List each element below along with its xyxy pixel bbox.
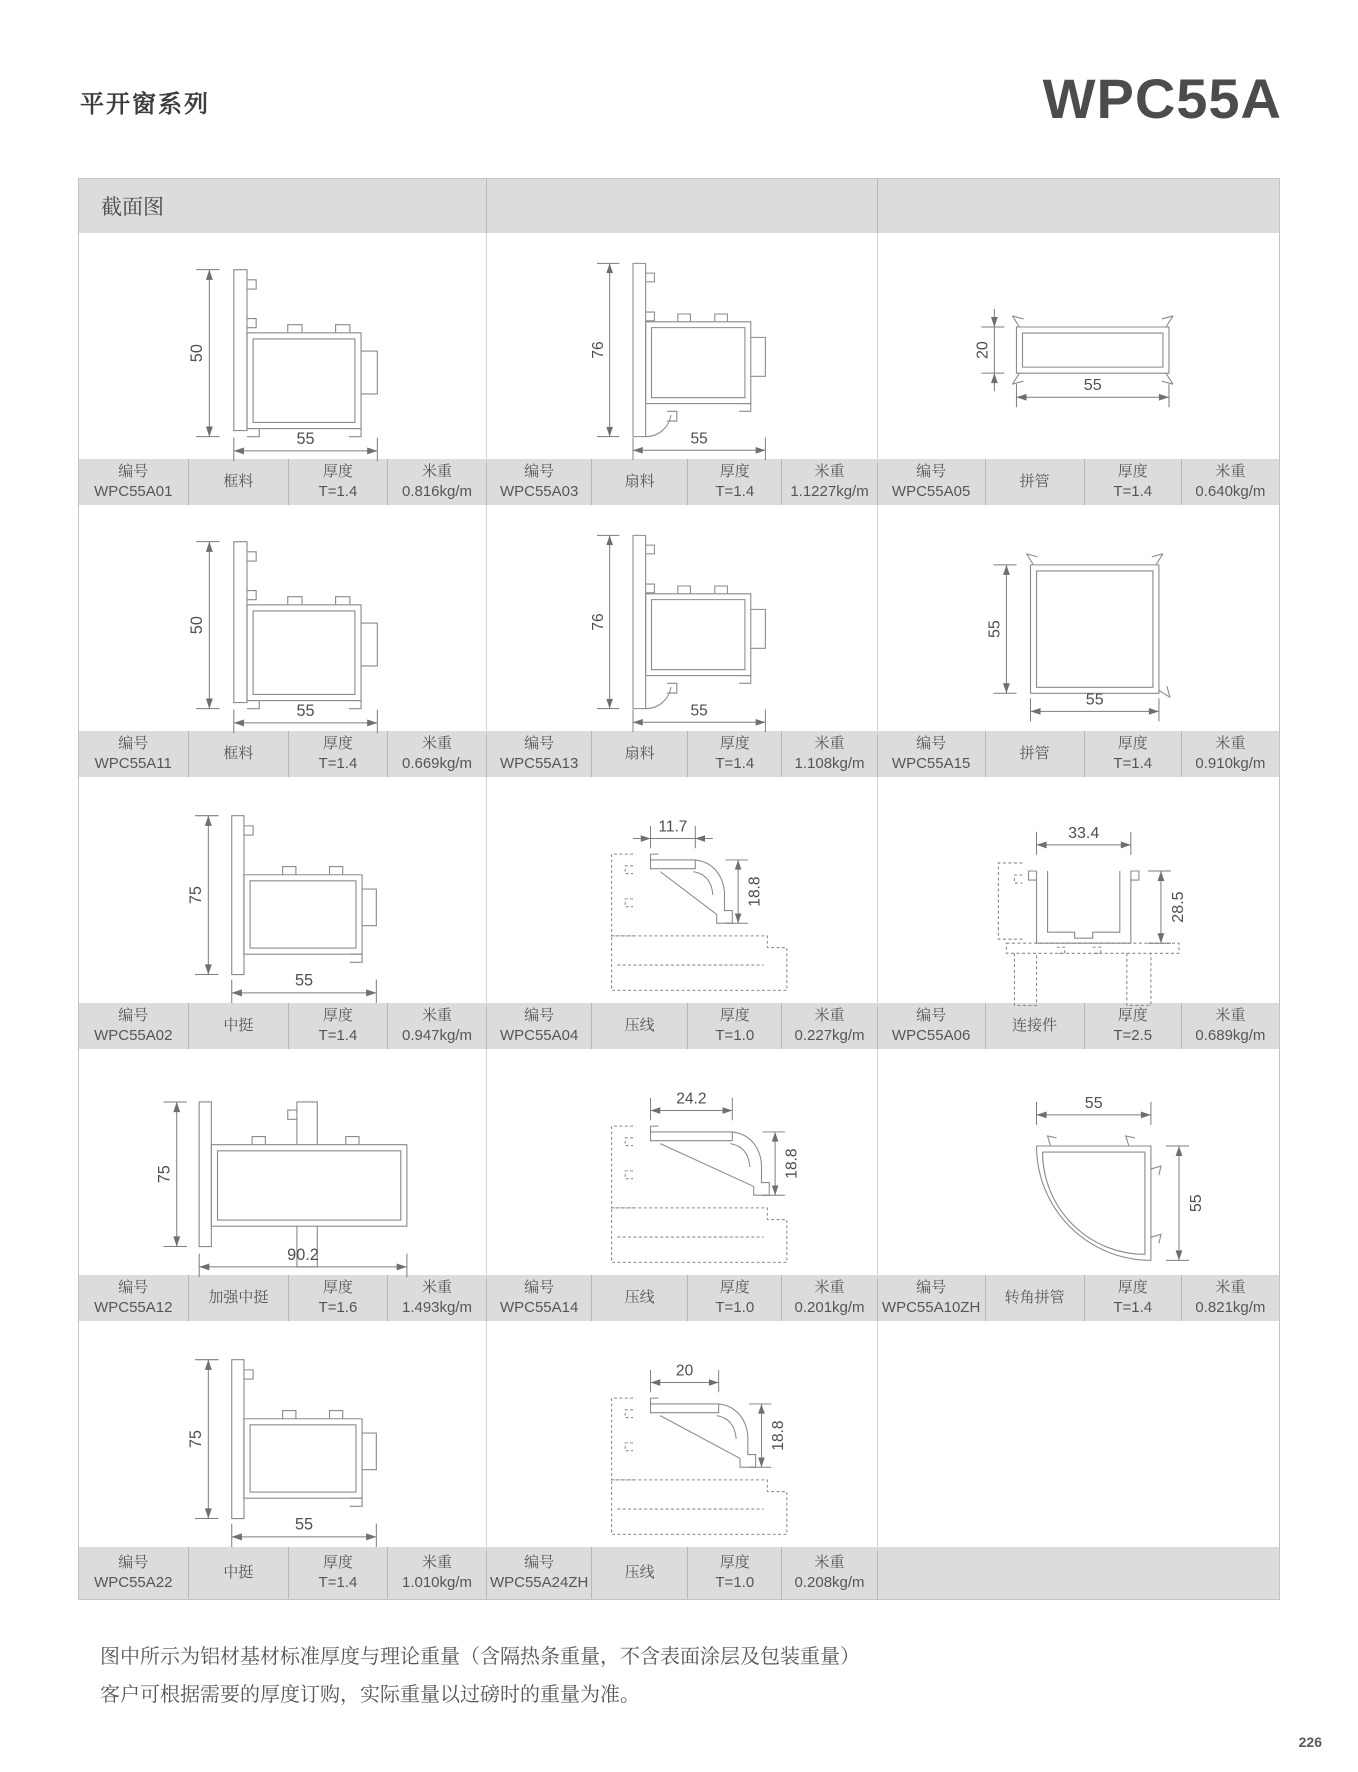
svg-text:55: 55 [1083, 376, 1102, 395]
profile-thickness-cell [1085, 1003, 1182, 1049]
profile-code: WPC55A01 [94, 483, 173, 500]
profile-section-drawing [487, 777, 876, 1007]
svg-text:55: 55 [294, 971, 314, 990]
profile-code-cell [487, 731, 592, 777]
profile-thickness: T=1.4 [1113, 1299, 1153, 1316]
profile-section-drawing [487, 1321, 876, 1551]
profile-name: 中挺 [223, 1564, 254, 1581]
profile-name-cell [592, 459, 688, 505]
profile-thickness-cell [289, 1547, 388, 1599]
profile-name-cell [592, 1003, 688, 1049]
profile-thickness: T=1.4 [1113, 755, 1153, 772]
profile-weight: 0.689kg/m [1195, 1027, 1266, 1044]
profile-drawing-cell [487, 777, 877, 1007]
thickness-label: 厚度 [719, 1279, 750, 1296]
profile-code-cell [878, 1003, 986, 1049]
profile-weight: 1.493kg/m [401, 1299, 473, 1316]
profile-info-row [487, 731, 877, 777]
thickness-label: 厚度 [1117, 463, 1148, 480]
info-band-row [79, 459, 1279, 505]
section-header-cell: 截面图 [79, 179, 487, 233]
profile-code: WPC55A10ZH [881, 1299, 981, 1316]
profile-thickness-cell [688, 1275, 782, 1321]
profile-name-cell [986, 1275, 1085, 1321]
profile-drawing-cell [79, 1049, 487, 1279]
weight-label: 米重 [1215, 1279, 1246, 1296]
profile-weight-cell [388, 1275, 487, 1321]
profile-name: 扇料 [624, 473, 655, 490]
profile-name: 转角拼管 [1004, 1289, 1065, 1306]
profile-section-drawing [878, 233, 1279, 463]
profile-code-cell [79, 1003, 189, 1049]
info-band-row [79, 1275, 1279, 1321]
weight-label: 米重 [814, 1279, 845, 1296]
profile-code-cell [878, 459, 986, 505]
profile-code: WPC55A02 [94, 1027, 173, 1044]
code-label: 编号 [118, 1279, 149, 1296]
profile-thickness: T=1.0 [715, 1299, 755, 1316]
profile-code: WPC55A04 [499, 1027, 579, 1044]
profile-info-row [878, 1003, 1279, 1049]
profile-thickness: T=1.4 [1113, 483, 1153, 500]
profile-thickness-cell [688, 1003, 782, 1049]
profile-info-row [878, 731, 1279, 777]
code-label: 编号 [524, 1279, 555, 1296]
profile-section-drawing [878, 1049, 1279, 1279]
profile-weight: 1.010kg/m [401, 1574, 473, 1591]
profile-thickness-cell [688, 1547, 782, 1599]
profile-info-row [79, 1547, 487, 1599]
profile-drawing-cell [487, 1049, 877, 1279]
weight-label: 米重 [814, 1554, 845, 1571]
thickness-label: 厚度 [1117, 735, 1148, 752]
drawing-row [79, 1049, 1279, 1275]
profile-code: WPC55A06 [891, 1027, 971, 1044]
profile-thickness: T=1.4 [715, 755, 755, 772]
profile-name: 压线 [624, 1289, 655, 1306]
profile-weight-cell [782, 1003, 876, 1049]
thickness-label: 厚度 [1117, 1007, 1148, 1024]
profile-thickness-cell [688, 731, 782, 777]
profile-weight-cell [782, 731, 876, 777]
profile-thickness: T=1.4 [318, 483, 358, 500]
profile-name: 压线 [624, 1017, 655, 1034]
profile-weight: 0.947kg/m [401, 1027, 473, 1044]
code-label: 编号 [524, 463, 555, 480]
weight-label: 米重 [1215, 1007, 1246, 1024]
profile-section-drawing [878, 505, 1279, 735]
profile-thickness-cell [289, 1003, 388, 1049]
profile-section-drawing [487, 505, 876, 735]
profile-name-cell [189, 1003, 290, 1049]
profile-name-cell [986, 459, 1085, 505]
svg-text:24.2: 24.2 [676, 1090, 707, 1108]
profile-section-drawing [487, 1049, 876, 1279]
info-band-row [79, 1547, 1279, 1599]
svg-text:20: 20 [676, 1362, 694, 1380]
code-label: 编号 [118, 463, 149, 480]
profile-weight: 1.108kg/m [794, 755, 865, 772]
profile-weight: 0.208kg/m [794, 1574, 865, 1591]
profile-weight-cell [388, 459, 487, 505]
weight-label: 米重 [1215, 463, 1246, 480]
drawing-row [79, 505, 1279, 731]
svg-text:55: 55 [690, 702, 709, 720]
svg-text:55: 55 [296, 429, 315, 448]
svg-text:55: 55 [294, 1515, 314, 1534]
footnote-line: 图中所示为铝材基材标准厚度与理论重量（含隔热条重量，不含表面涂层及包装重量） [100, 1646, 860, 1668]
svg-text:75: 75 [155, 1165, 174, 1184]
profile-section-drawing [79, 1321, 486, 1551]
svg-text:75: 75 [187, 1430, 206, 1449]
profile-weight: 0.201kg/m [794, 1299, 865, 1316]
profile-thickness: T=1.0 [715, 1027, 755, 1044]
profile-name-cell [189, 1547, 290, 1599]
code-label: 编号 [916, 1007, 947, 1024]
weight-label: 米重 [814, 735, 845, 752]
profile-code: WPC55A05 [891, 483, 971, 500]
svg-text:55: 55 [1085, 690, 1104, 709]
profile-name-cell [592, 731, 688, 777]
profile-drawing-cell [487, 233, 877, 463]
table-body [79, 233, 1279, 1599]
profile-section-drawing [878, 777, 1279, 1007]
drawing-row [79, 777, 1279, 1003]
profile-section-drawing [79, 233, 486, 463]
profile-thickness-cell [289, 1275, 388, 1321]
code-label: 编号 [118, 1554, 149, 1571]
profile-name-cell [189, 459, 290, 505]
weight-label: 米重 [422, 463, 453, 480]
profile-code-cell [487, 1547, 592, 1599]
profile-weight-cell [388, 1003, 487, 1049]
profile-code: WPC55A15 [891, 755, 971, 772]
profile-weight-cell [782, 1275, 876, 1321]
profile-drawing-cell [878, 777, 1279, 1007]
profile-code-cell [487, 1003, 592, 1049]
svg-text:50: 50 [188, 616, 207, 635]
svg-text:75: 75 [187, 886, 206, 905]
drawing-row [79, 1321, 1279, 1547]
drawing-row [79, 233, 1279, 459]
profile-drawing-cell [79, 505, 487, 735]
profile-info-row [487, 1003, 877, 1049]
profile-name: 压线 [624, 1564, 655, 1581]
profile-name: 中挺 [223, 1017, 254, 1034]
thickness-label: 厚度 [719, 1007, 750, 1024]
profile-drawing-cell [878, 505, 1279, 735]
profile-weight: 0.227kg/m [794, 1027, 865, 1044]
code-label: 编号 [916, 735, 947, 752]
profile-thickness: T=1.0 [715, 1574, 755, 1591]
code-label: 编号 [524, 1554, 555, 1571]
page-number: 226 [1298, 1734, 1322, 1750]
footnotes [100, 1638, 860, 1714]
profile-info-row [878, 459, 1279, 505]
profile-weight: 1.1227kg/m [790, 483, 869, 500]
profile-thickness-cell [688, 459, 782, 505]
profile-table [78, 178, 1280, 1600]
footnote-line: 客户可根据需要的厚度订购，实际重量以过磅时的重量为准。 [100, 1684, 640, 1706]
profile-thickness-cell [1085, 1275, 1182, 1321]
model-code-title: WPC55A [1042, 67, 1282, 130]
profile-code: WPC55A24ZH [489, 1574, 589, 1591]
code-label: 编号 [118, 735, 149, 752]
svg-text:55: 55 [690, 430, 709, 448]
code-label: 编号 [524, 1007, 555, 1024]
profile-name: 框料 [223, 745, 254, 762]
profile-drawing-cell [487, 1321, 877, 1551]
profile-code-cell [79, 1275, 189, 1321]
thickness-label: 厚度 [322, 1279, 353, 1296]
profile-name-cell [592, 1547, 688, 1599]
profile-drawing-cell [878, 1049, 1279, 1279]
profile-name-cell [189, 1275, 290, 1321]
profile-thickness-cell [1085, 459, 1182, 505]
profile-code-cell [79, 1547, 189, 1599]
weight-label: 米重 [422, 735, 453, 752]
profile-drawing-cell [79, 1321, 487, 1551]
profile-thickness-cell [289, 459, 388, 505]
profile-thickness: T=1.4 [715, 483, 755, 500]
series-title: 平开窗系列 [80, 91, 210, 118]
profile-code-cell [878, 1275, 986, 1321]
profile-code-cell [487, 459, 592, 505]
profile-name: 拼管 [1019, 745, 1050, 762]
svg-text:90.2: 90.2 [287, 1245, 319, 1264]
weight-label: 米重 [422, 1279, 453, 1296]
profile-code: WPC55A03 [499, 483, 579, 500]
profile-code: WPC55A22 [94, 1574, 173, 1591]
profile-name-cell [986, 1003, 1085, 1049]
profile-code: WPC55A13 [499, 755, 579, 772]
profile-section-drawing [79, 505, 486, 735]
profile-name: 框料 [223, 473, 254, 490]
weight-label: 米重 [814, 463, 845, 480]
code-label: 编号 [118, 1007, 149, 1024]
svg-text:18.8: 18.8 [783, 1148, 801, 1179]
code-label: 编号 [524, 735, 555, 752]
thickness-label: 厚度 [719, 735, 750, 752]
profile-drawing-cell [79, 233, 487, 463]
profile-info-row [79, 459, 487, 505]
profile-drawing-cell [79, 777, 487, 1007]
profile-weight: 0.640kg/m [1195, 483, 1266, 500]
weight-label: 米重 [1215, 735, 1246, 752]
svg-text:55: 55 [1186, 1194, 1205, 1213]
table-header-band [79, 179, 1279, 233]
weight-label: 米重 [422, 1007, 453, 1024]
profile-weight: 0.669kg/m [401, 755, 473, 772]
profile-weight-cell [1182, 459, 1279, 505]
profile-code-cell [79, 459, 189, 505]
svg-text:50: 50 [188, 344, 207, 363]
info-band-row [79, 1003, 1279, 1049]
profile-info-row [79, 1275, 487, 1321]
profile-drawing-cell [878, 233, 1279, 463]
profile-thickness: T=1.4 [318, 1027, 358, 1044]
profile-info-row [79, 731, 487, 777]
profile-name: 加强中挺 [208, 1289, 269, 1306]
profile-weight: 0.821kg/m [1195, 1299, 1266, 1316]
profile-weight-cell [1182, 1275, 1279, 1321]
svg-text:76: 76 [590, 613, 608, 631]
profile-weight-cell [388, 731, 487, 777]
profile-name-cell [986, 731, 1085, 777]
profile-thickness: T=1.4 [318, 755, 358, 772]
profile-drawing-cell [487, 505, 877, 735]
profile-info-row [878, 1275, 1279, 1321]
profile-section-drawing [79, 1049, 486, 1279]
svg-text:18.8: 18.8 [746, 876, 764, 907]
header-cell-empty [487, 179, 877, 233]
profile-code: WPC55A14 [499, 1299, 579, 1316]
code-label: 编号 [916, 1279, 947, 1296]
profile-thickness-cell [289, 731, 388, 777]
thickness-label: 厚度 [322, 1554, 353, 1571]
profile-info-row [487, 1547, 877, 1599]
info-band-row [79, 731, 1279, 777]
profile-weight: 0.910kg/m [1195, 755, 1266, 772]
profile-code-cell [79, 731, 189, 777]
svg-text:28.5: 28.5 [1168, 891, 1187, 923]
profile-weight-cell [1182, 1003, 1279, 1049]
profile-weight-cell [1182, 731, 1279, 777]
svg-text:55: 55 [985, 620, 1004, 639]
svg-text:33.4: 33.4 [1067, 823, 1099, 842]
profile-thickness: T=2.5 [1113, 1027, 1153, 1044]
profile-code: WPC55A11 [94, 755, 172, 772]
thickness-label: 厚度 [719, 1554, 750, 1571]
profile-code-cell [487, 1275, 592, 1321]
profile-thickness-cell [1085, 731, 1182, 777]
svg-text:11.7: 11.7 [658, 818, 688, 836]
empty-drawing-cell [878, 1321, 1279, 1551]
thickness-label: 厚度 [1117, 1279, 1148, 1296]
profile-code-cell [878, 731, 986, 777]
profile-weight: 0.816kg/m [401, 483, 473, 500]
weight-label: 米重 [422, 1554, 453, 1571]
profile-thickness: T=1.4 [318, 1574, 358, 1591]
profile-name: 拼管 [1019, 473, 1050, 490]
header-cell-empty [878, 179, 1279, 233]
profile-info-row [79, 1003, 487, 1049]
profile-name-cell [189, 731, 290, 777]
code-label: 编号 [916, 463, 947, 480]
svg-text:18.8: 18.8 [770, 1420, 788, 1451]
profile-weight-cell [782, 459, 876, 505]
profile-thickness: T=1.6 [318, 1299, 358, 1316]
profile-name: 扇料 [624, 745, 655, 762]
profile-section-drawing [487, 233, 876, 463]
profile-info-row [487, 1275, 877, 1321]
profile-weight-cell [388, 1547, 487, 1599]
svg-text:55: 55 [296, 701, 315, 720]
thickness-label: 厚度 [322, 735, 353, 752]
profile-weight-cell [782, 1547, 876, 1599]
profile-name-cell [592, 1275, 688, 1321]
profile-info-row [487, 459, 877, 505]
thickness-label: 厚度 [322, 1007, 353, 1024]
svg-text:55: 55 [1084, 1093, 1103, 1112]
profile-section-drawing [79, 777, 486, 1007]
svg-text:76: 76 [590, 341, 608, 359]
thickness-label: 厚度 [322, 463, 353, 480]
empty-info-cell [878, 1547, 1279, 1599]
weight-label: 米重 [814, 1007, 845, 1024]
svg-text:20: 20 [973, 341, 992, 359]
profile-code: WPC55A12 [94, 1299, 173, 1316]
thickness-label: 厚度 [719, 463, 750, 480]
profile-name: 连接件 [1012, 1017, 1058, 1034]
